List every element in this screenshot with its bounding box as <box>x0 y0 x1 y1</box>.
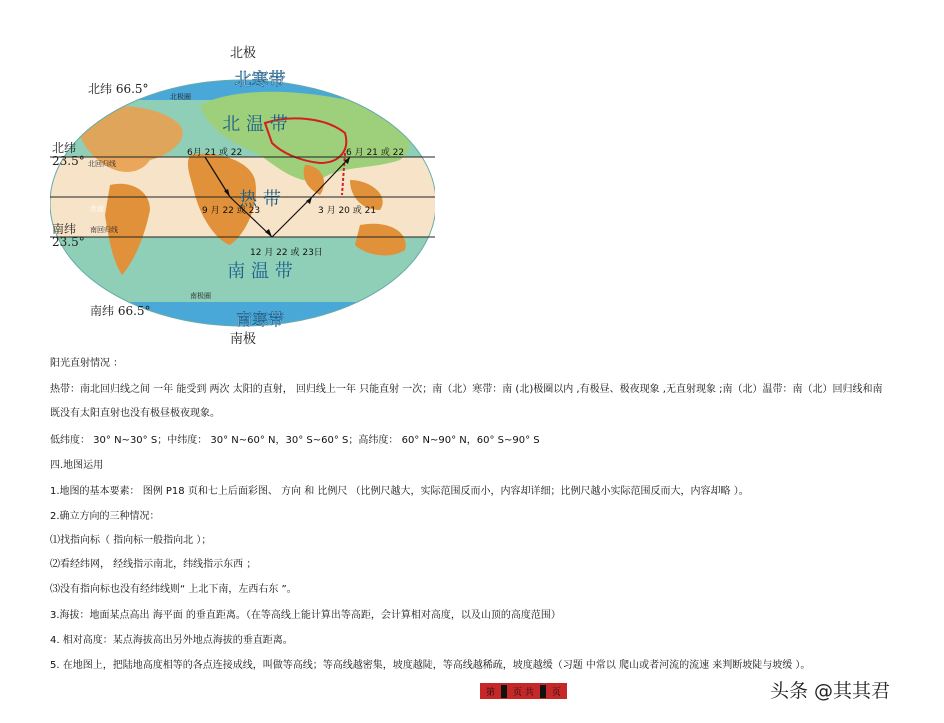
page-number-box <box>501 685 507 698</box>
globe-diagram <box>50 45 435 345</box>
text-line-2: 热带：南北回归线之间 一年 能受到 两次 太阳的直射， 回归线上一年 只能直射 一次；南（北）寒带：南 (北)极圈以内 ,有极昼、极夜现象 ,无直射现象 ;南（北）温带：南（北）回归线和南 <box>50 384 883 395</box>
section-heading: 四.地图运用 <box>50 460 104 471</box>
date-december: 12 月 22 或 23日 <box>250 248 323 258</box>
text-line-3: 既没有太阳直射也没有极昼极夜现象。 <box>50 408 220 419</box>
south-temperate-label: 南 温 带 <box>227 261 293 282</box>
date-march: 3 月 20 或 21 <box>318 206 377 216</box>
text-line-11: 3.海拔：地面某点高出 海平面 的垂直距离。（在等高线上能计算出等高距，会计算相对高度，以及山顶的高度范围） <box>50 610 561 621</box>
footer-ye-gong: 页 共 <box>513 687 534 698</box>
lat-s235-label-b: 23.5° <box>52 235 85 249</box>
watermark: 头条 @其其君 <box>770 680 891 702</box>
lat-n235-label-b: 23.5° <box>52 154 85 168</box>
lat-s665-label: 南纬 66.5° <box>90 304 151 318</box>
page-total-box <box>540 685 546 698</box>
text-line-4: 低纬度： 30° N~30° S；中纬度： 30° N~60° N，30° S~60° S；高纬度： 60° N~90° N，60° S~90° S <box>50 435 540 446</box>
text-line-13: 5. 在地图上，把陆地高度相等的各点连接成线，叫做等高线；等高线越密集，坡度越陡，等高线越稀疏，坡度越缓（习题 中常以 爬山或者河流的流速 来判断坡陡与坡缓 ）。 <box>50 660 811 671</box>
south-frigid-label: 南寒带 <box>235 310 285 329</box>
text-line-8: ⑴找指向标（ 指向标一般指向北 ）； <box>50 535 212 546</box>
antarctic-circle-label: 南极圈 <box>190 292 211 300</box>
north-pole-label: 北极 <box>229 46 257 61</box>
tropical-label: 热 带 <box>239 189 281 210</box>
tropic-cancer-label: 北回归线 <box>88 160 116 168</box>
date-september: 9 月 22 或 23 <box>202 206 261 216</box>
page-footer <box>480 683 567 699</box>
date-june-right: 6 月 21 或 22 <box>346 148 405 158</box>
text-line-9: ⑵看经纬网， 经线指示南北，纬线指示东西 ； <box>50 559 257 570</box>
footer-di: 第 <box>486 687 496 698</box>
north-frigid-label: 北寒带 <box>234 70 286 90</box>
equator-label: 赤道 <box>90 205 104 213</box>
text-line-10: ⑶没有指向标也没有经纬线则“ 上北下南，左西右东 ”。 <box>50 584 297 595</box>
lat-n235-label-a: 北纬 <box>52 141 77 155</box>
lat-s235-label-a: 南纬 <box>52 222 77 236</box>
text-line-7: 2.确立方向的三种情况： <box>50 511 160 522</box>
tropic-capricorn-label: 南回归线 <box>90 226 118 234</box>
south-pole-label: 南极 <box>229 332 257 345</box>
text-line-12: 4. 相对高度：某点海拔高出另外地点海拔的垂直距离。 <box>50 635 293 646</box>
text-line-1: 阳光直射情况 ： <box>50 358 124 369</box>
arctic-circle-label: 北极圈 <box>170 93 191 101</box>
footer-ye: 页 <box>551 687 561 698</box>
climate-zone-figure <box>50 45 435 345</box>
lat-n665-label: 北纬 66.5° <box>88 82 149 96</box>
date-june-left: 6月 21 或 22 <box>187 148 243 158</box>
text-line-6: 1.地图的基本要素： 图例 P18 页和七上后面彩图、 方向 和 比例尺 （比例尺越大，实际范围反而小，内容却详细；比例尺越小实际范围反而大，内容却略 ）。 <box>50 486 749 497</box>
north-temperate-label: 北 温 带 <box>222 114 288 135</box>
